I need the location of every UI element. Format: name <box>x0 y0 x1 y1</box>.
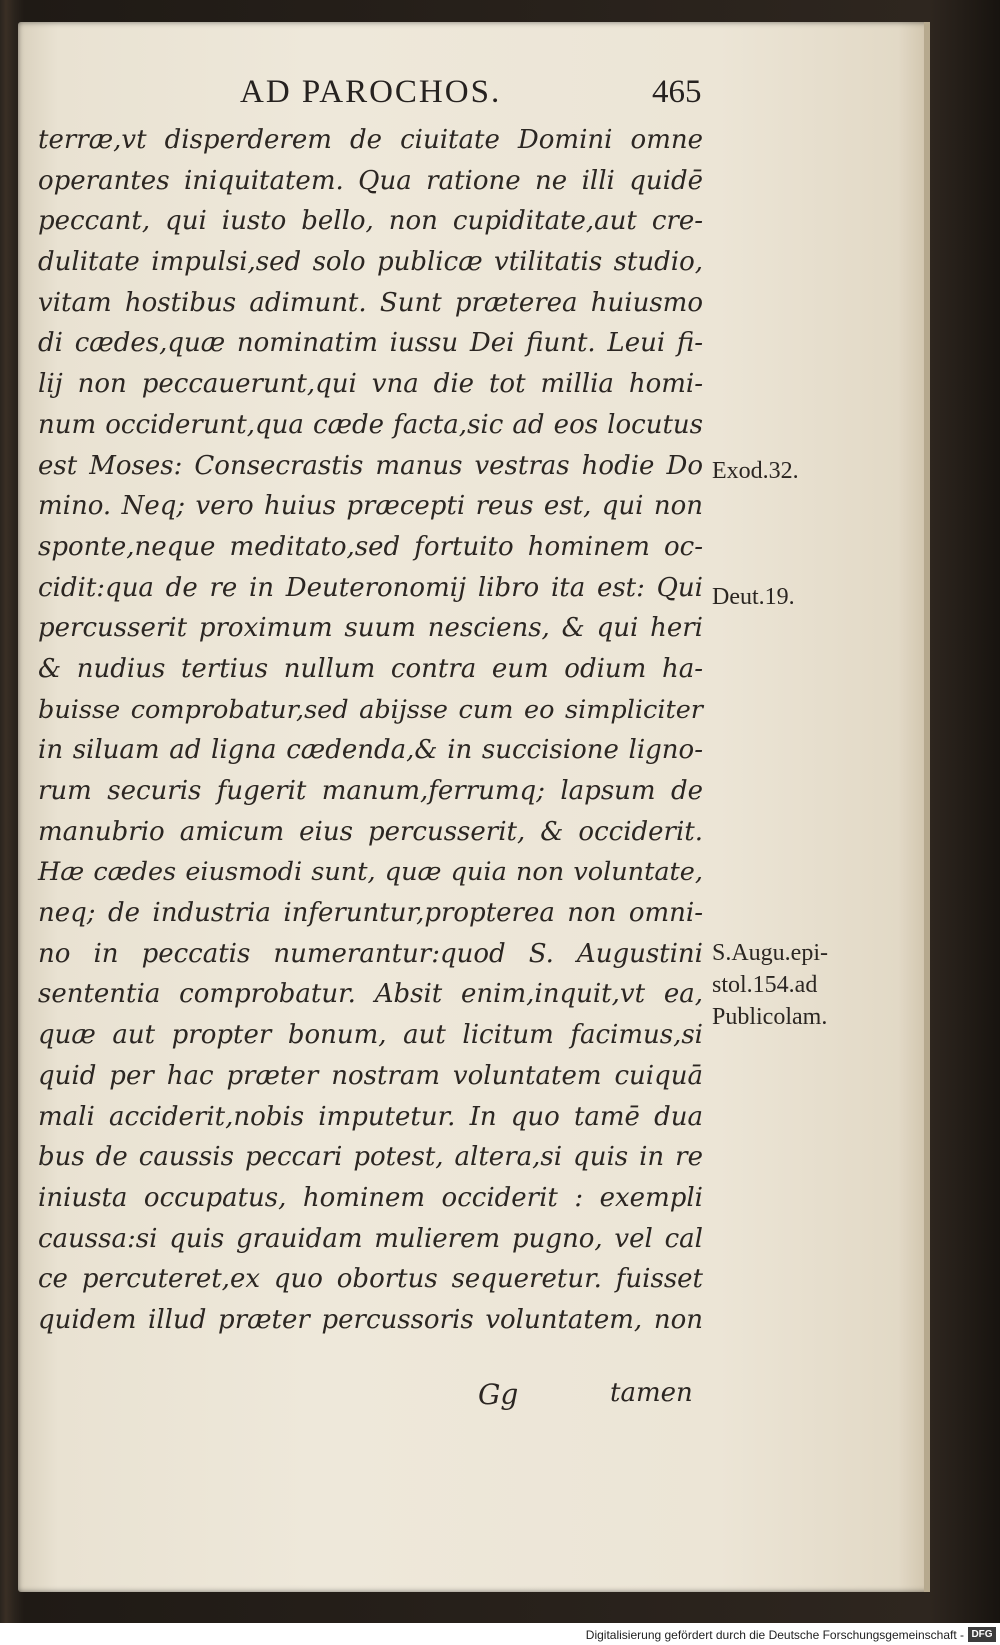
text-line: manubrio amicum eius percusserit, & occiderit. <box>38 816 703 847</box>
page-edge <box>924 22 930 1592</box>
text-line: sententia comprobatur. Absit enim,inquit,vt ea, <box>38 979 703 1010</box>
page-number: 465 <box>652 74 702 110</box>
text-line: in siluam ad ligna cædenda,& in succisione ligno- <box>38 735 703 766</box>
text-line: bus de caussis peccari potest, altera,si quis in re <box>38 1142 703 1173</box>
body-text <box>38 120 703 1341</box>
margin-note-augustine-3: Publicolam. <box>712 1004 828 1030</box>
text-line: sponte,neque meditato,sed fortuito hominem oc- <box>38 531 703 562</box>
catchword: tamen <box>610 1378 693 1408</box>
text-line: Hæ cædes eiusmodi sunt, quæ quia non voluntate, <box>38 857 703 888</box>
text-line: & nudius tertius nullum contra eum odium ha- <box>38 653 703 684</box>
text-line: peccant, qui iusto bello, non cupiditate,aut cre- <box>38 206 703 237</box>
text-line: dulitate impulsi,sed solo publicæ vtilitatis studio, <box>38 247 703 278</box>
text-line: neq; de industria inferuntur,propterea non omni- <box>38 898 703 929</box>
text-line: quidem illud præter percussoris voluntatem, non <box>38 1304 703 1335</box>
dfg-logo: DFG <box>968 1627 996 1642</box>
text-line: vitam hostibus adimunt. Sunt præterea huiusmo <box>38 287 703 318</box>
text-line: rum securis fugerit manum,ferrumq; lapsum de <box>38 776 703 806</box>
text-line: no in peccatis numerantur:quod S. Augustini <box>38 938 703 969</box>
text-line: percusserit proximum suum nesciens, & qui heri <box>38 613 703 644</box>
text-line: quæ aut propter bonum, aut licitum facimus,si <box>38 1020 703 1051</box>
margin-note-augustine-2: stol.154.ad <box>712 972 818 998</box>
signature-mark: Gg <box>478 1378 519 1411</box>
text-line: lij non peccauerunt,qui vna die tot millia homi- <box>38 369 703 400</box>
margin-note-augustine-1: S.Augu.epi- <box>712 940 828 966</box>
text-line: iniusta occupatus, hominem occiderit : exempli <box>38 1182 703 1213</box>
text-line: num occiderunt,qua cæde facta,sic ad eos locutus <box>38 409 703 440</box>
text-line: terræ,vt disperderem de ciuitate Domini omne <box>38 125 703 155</box>
digitization-notice: Digitalisierung gefördert durch die Deutsche Forschungsgemeinschaft - <box>585 1628 964 1642</box>
text-line: operantes iniquitatem. Qua ratione ne illi quidē <box>38 165 703 196</box>
text-line: mino. Neq; vero huius præcepti reus est, qui non <box>38 491 703 522</box>
text-line: buisse comprobatur,sed abijsse cum eo simpliciter <box>38 694 703 725</box>
margin-note-exodus: Exod.32. <box>712 458 799 484</box>
text-line: di cædes,quæ nominatim iussu Dei fiunt. Leui fi- <box>38 328 703 359</box>
text-line: caussa:si quis grauidam mulierem pugno, vel cal <box>38 1223 703 1254</box>
text-line: quid per hac præter nostram voluntatem cuiquā <box>38 1060 703 1091</box>
text-line: mali acciderit,nobis imputetur. In quo tamē dua <box>38 1101 703 1132</box>
margin-note-deuteronomy: Deut.19. <box>712 584 795 610</box>
text-line: ce percuteret,ex quo obortus sequeretur. fuisset <box>38 1264 703 1295</box>
running-head: AD PAROCHOS. <box>240 74 502 110</box>
text-line: cidit:qua de re in Deuteronomij libro ita est: Qui <box>38 572 703 603</box>
text-line: est Moses: Consecrastis manus vestras hodie Do <box>38 450 703 481</box>
digitization-footer <box>0 1623 1000 1645</box>
